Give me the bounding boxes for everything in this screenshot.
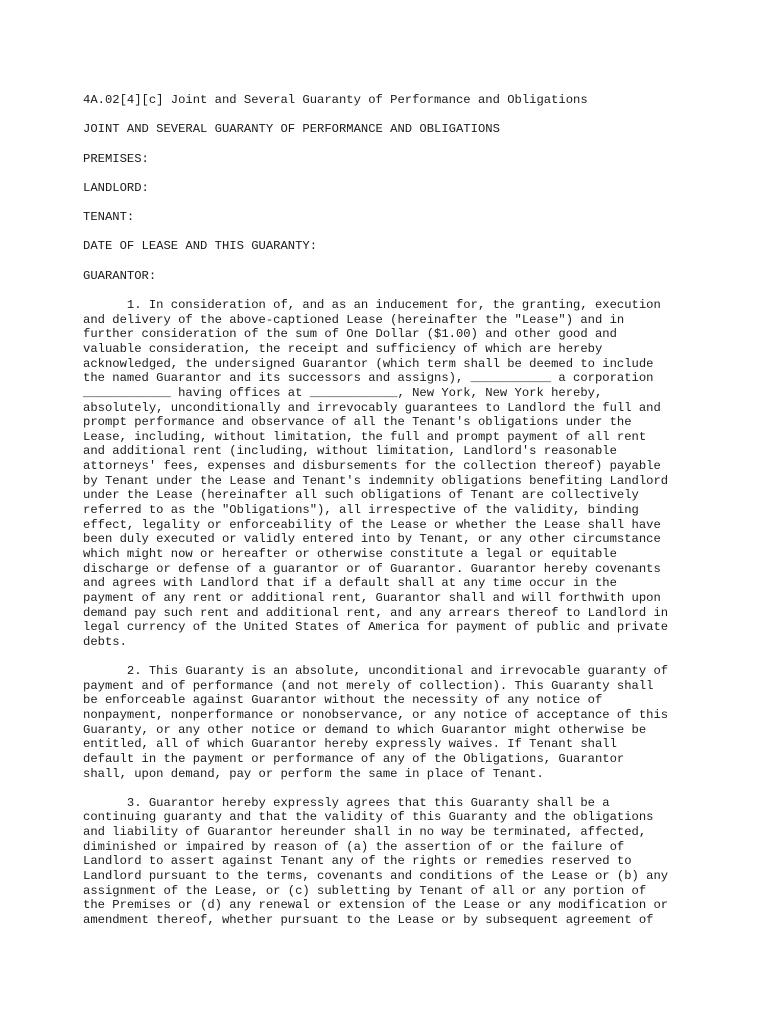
- paragraph-line: debts.: [83, 634, 127, 649]
- paragraph-line: and liability of Guarantor hereunder shall in no way be terminated, affected,: [83, 825, 647, 840]
- document-page: [83, 93, 723, 942]
- paragraph-line: shall, upon demand, pay or perform the same in place of Tenant.: [83, 766, 544, 781]
- paragraph-line: and additional rent (including, without limitation, Landlord's reasonable: [83, 444, 617, 459]
- paragraph-line: by Tenant under the Lease and Tenant's indemnity obligations benefiting Landlord: [83, 473, 669, 488]
- paragraph-line: Lease, including, without limitation, the full and prompt payment of all rent: [83, 429, 647, 444]
- paragraph-line: payment and of performance (and not merely of collection). This Guaranty shall: [83, 678, 654, 693]
- document-heading: 4A.02[4][c] Joint and Several Guaranty of Performance and Obligations: [83, 93, 588, 107]
- paragraph-line: valuable consideration, the receipt and sufficiency of which are hereby: [83, 342, 603, 356]
- paragraph-line: the named Guarantor and its successors and assigns), ___________ a corporation: [83, 371, 654, 386]
- paragraph-line: payment of any rent or additional rent, Guarantor shall and will forthwith upon: [83, 590, 661, 605]
- field-date-of-lease: DATE OF LEASE AND THIS GUARANTY:: [83, 239, 318, 254]
- paragraph-line: and agrees with Landlord that if a default shall at any time occur in the: [83, 576, 617, 591]
- paragraph-line: attorneys' fees, expenses and disbursements for the collection thereof) payable: [83, 459, 661, 474]
- paragraph-line: amendment thereof, whether pursuant to the Lease or by subsequent agreement of: [83, 912, 654, 927]
- paragraph-line: effect, legality or enforceability of the Lease or whether the Lease shall have: [83, 517, 661, 532]
- paragraph-line: nonpayment, nonperformance or nonobservance, or any notice of acceptance of this: [83, 707, 669, 722]
- paragraph-line: legal currency of the United States of America for payment of public and private: [83, 620, 669, 635]
- paragraph-line: and delivery of the above-captioned Lease (hereinafter the "Lease") and in: [83, 312, 625, 327]
- paragraph-line: under the Lease (hereinafter all such obligations of Tenant are collectively: [83, 488, 639, 503]
- paragraph-line: 3. Guarantor hereby expressly agrees that this Guaranty shall be a: [83, 795, 610, 810]
- paragraph-line: prompt performance and observance of all the Tenant's obligations under the: [83, 415, 632, 430]
- paragraph-line: referred to as the "Obligations"), all irrespective of the validity, binding: [83, 503, 639, 518]
- paragraph-line: discharge or defense of a guarantor or of Guarantor. Guarantor hereby covenants: [83, 561, 661, 576]
- paragraph-line: which might now or hereafter or otherwise constitute a legal or equitable: [83, 546, 617, 561]
- paragraph-line: been duly executed or validly entered into by Tenant, or any other circumstance: [83, 532, 661, 547]
- paragraph-line: absolutely, unconditionally and irrevocably guarantees to Landlord the full and: [83, 400, 661, 415]
- paragraph-line: entitled, all of which Guarantor hereby expressly waives. If Tenant shall: [83, 737, 617, 752]
- paragraph-line: continuing guaranty and that the validity of this Guaranty and the obligations: [83, 810, 654, 825]
- paragraph-line: demand pay such rent and additional rent, and any arrears thereof to Landlord in: [83, 605, 669, 620]
- paragraph-line: Landlord pursuant to the terms, covenants and conditions of the Lease or (b) any: [83, 868, 669, 883]
- field-guarantor: GUARANTOR:: [83, 268, 157, 283]
- paragraph-list: [83, 298, 723, 927]
- field-premises: PREMISES:: [83, 151, 149, 166]
- paragraph-line: acknowledged, the undersigned Guarantor (which term shall be deemed to include: [83, 356, 654, 371]
- paragraph-line: Landlord to assert against Tenant any of the rights or remedies reserved to: [83, 854, 632, 869]
- paragraph-2: [83, 664, 723, 781]
- paragraph-line: ____________ having offices at ____________, New York, New York hereby,: [83, 385, 603, 400]
- paragraph-1: [83, 298, 723, 649]
- paragraph-line: the Premises or (d) any renewal or extension of the Lease or any modification or: [83, 898, 669, 913]
- paragraph-3: [83, 796, 723, 928]
- field-landlord: LANDLORD:: [83, 180, 149, 195]
- paragraph-line: 2. This Guaranty is an absolute, unconditional and irrevocable guaranty of: [83, 664, 669, 679]
- paragraph-line: assignment of the Lease, or (c) subletting by Tenant of all or any portion of: [83, 883, 647, 898]
- paragraph-line: Guaranty, or any other notice or demand to which Guarantor might otherwise be: [83, 722, 647, 737]
- paragraph-line: default in the payment or performance of any of the Obligations, Guarantor: [83, 751, 625, 766]
- paragraph-line: 1. In consideration of, and as an inducement for, the granting, execution: [83, 298, 661, 313]
- document-title: JOINT AND SEVERAL GUARANTY OF PERFORMANCE AND OBLIGATIONS: [83, 122, 500, 137]
- field-tenant: TENANT:: [83, 210, 135, 225]
- paragraph-line: further consideration of the sum of One Dollar ($1.00) and other good and: [83, 327, 617, 342]
- paragraph-line: diminished or impaired by reason of (a) the assertion of or the failure of: [83, 839, 625, 854]
- paragraph-line: be enforceable against Guarantor without the necessity of any notice of: [83, 693, 603, 708]
